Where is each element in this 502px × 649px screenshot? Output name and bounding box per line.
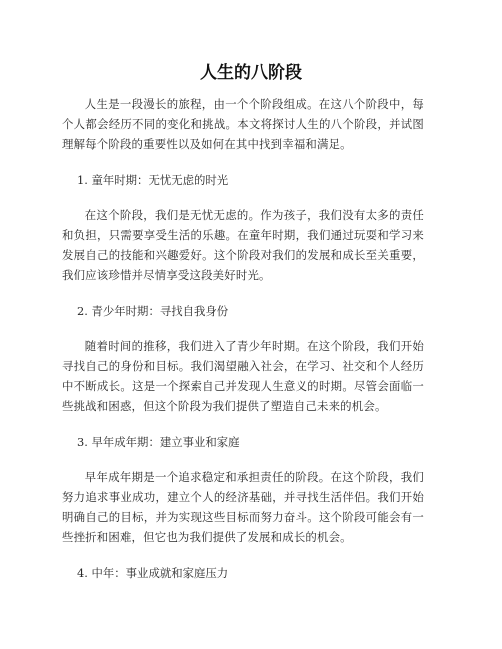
section-heading-1: 1. 童年时期：无忧无虑的时光	[77, 173, 229, 187]
section-heading-4: 4. 中年：事业成就和家庭压力	[77, 566, 229, 580]
section-heading-2: 2. 青少年时期：寻找自我身份	[77, 304, 229, 318]
section-heading-3: 3. 早年成年期：建立事业和家庭	[77, 435, 240, 449]
section-body-2: 随着时间的推移，我们进入了青少年时期。在这个阶段，我们开始寻找自己的身份和目标。我们渴望融入社会，在学习、社交和个人经历中不断成长。这是一个探索自己并发现人生意义的时期。尽管会面临一些挑战和困惑，但这个阶段为我们提供了塑造自己未来的机会。	[62, 339, 424, 413]
section-body-3: 早年成年期是一个追求稳定和承担责任的阶段。在这个阶段，我们努力追求事业成功，建立个人的经济基础，并寻找生活伴侣。我们开始明确自己的目标，并为实现这些目标而努力奋斗。这个阶段可能会有一些挫折和困难，但它也为我们提供了发展和成长的机会。	[62, 470, 424, 544]
intro-paragraph: 人生是一段漫长的旅程，由一个个阶段组成。在这八个阶段中，每个人都会经历不同的变化和挑战。本文将探讨人生的八个阶段，并试图理解每个阶段的重要性以及如何在其中找到幸福和满足。	[62, 97, 424, 151]
document-title: 人生的八阶段	[200, 63, 302, 83]
section-body-1: 在这个阶段，我们是无忧无虑的。作为孩子，我们没有太多的责任和负担，只需要享受生活的乐趣。在童年时期，我们通过玩耍和学习来发展自己的技能和兴趣爱好。这个阶段对我们的发展和成长至关重要，我们应该珍惜并尽情享受这段美好时光。	[62, 208, 424, 282]
